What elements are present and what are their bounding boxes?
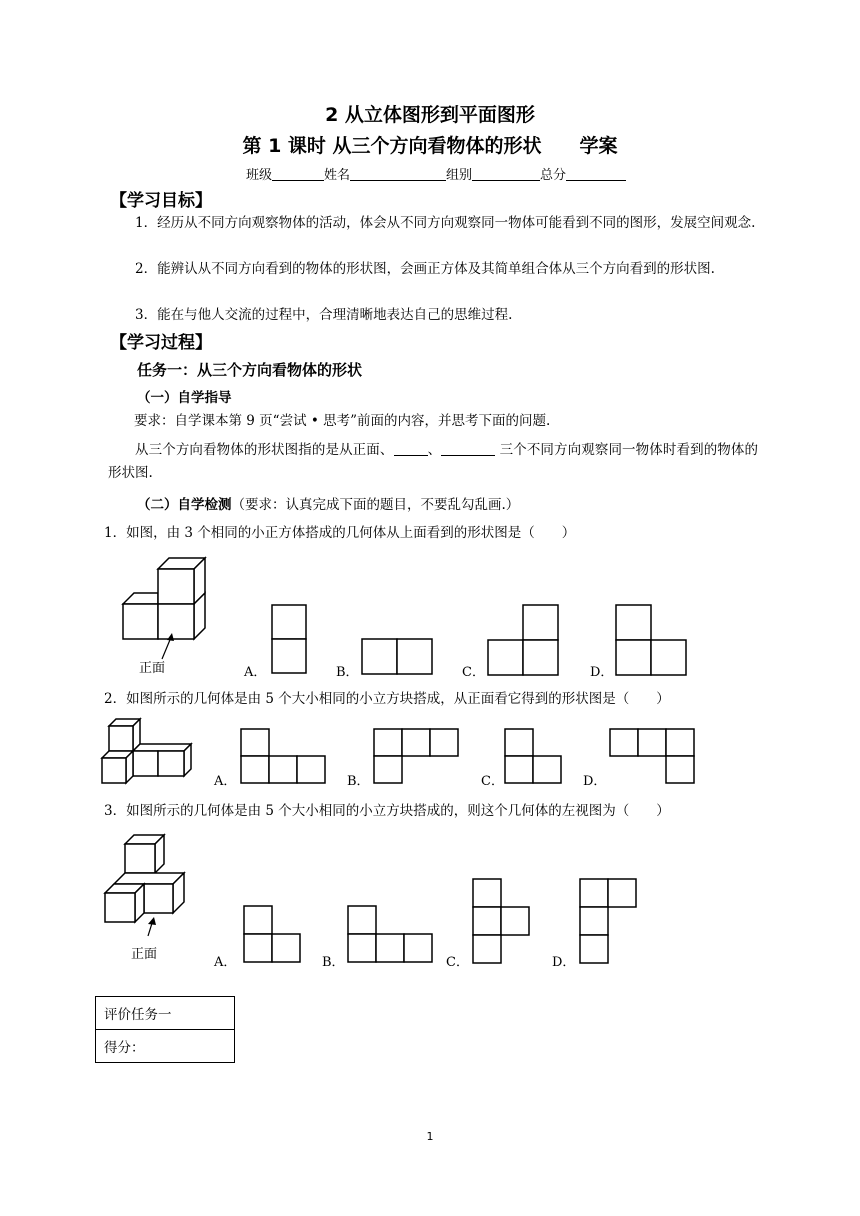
q2-option-a-label: A． [214, 774, 237, 789]
q1-option-b-figure[interactable] [360, 637, 434, 677]
q3-option-a-label: A． [214, 955, 237, 970]
q1-option-b-label: B． [336, 665, 359, 680]
question-3: 3．如图所示的几何体是由 5 个大小相同的小立方块搭成的，则这个几何体的左视图为（ ） [104, 803, 670, 819]
q3-option-d-label: D． [552, 955, 576, 970]
total-blank[interactable] [566, 167, 626, 181]
blank-1[interactable] [394, 442, 428, 456]
q2-option-b-figure[interactable] [372, 727, 460, 785]
q3-solid-figure [100, 832, 196, 960]
class-label: 班级 [246, 168, 273, 183]
guide-question-c: 三个不同方向观察同一物体时看到的物体的形状图. [108, 442, 759, 481]
test-heading: （二）自学检测 [137, 497, 232, 513]
q3-cubes [105, 835, 184, 922]
q1-option-c-figure[interactable] [486, 603, 560, 677]
evaluation-row [96, 997, 235, 1030]
guide-question [108, 439, 758, 485]
guide-heading: （一）自学指导 [137, 390, 232, 406]
q1-option-d-figure[interactable] [614, 603, 688, 677]
name-blank[interactable] [350, 167, 446, 181]
q2-option-d-label: D． [583, 774, 607, 789]
objective-2: 2．能辨认从不同方向看到的物体的形状图，会画正方体及其简单组合体从三个方向看到的形状图. [135, 261, 715, 277]
guide-question-b: 、 [427, 442, 442, 458]
q3-option-c-label: C． [446, 955, 469, 970]
q3-option-c-figure[interactable] [471, 877, 531, 965]
question-1: 1．如图，由 3 个相同的小正方体搭成的几何体从上面看到的形状图是（ ） [104, 525, 576, 541]
name-label: 姓名 [324, 168, 351, 183]
q3-option-a-figure[interactable] [242, 904, 302, 964]
doc-title-2-main: 第 1 课时 从三个方向看物体的形状 [242, 135, 542, 157]
guide-question-a: 从三个方向看物体的形状图指的是从正面、 [135, 442, 394, 458]
q1-cubes [123, 558, 205, 639]
q1-option-a-figure[interactable] [270, 603, 310, 677]
q3-option-b-label: B． [322, 955, 345, 970]
objective-1: 1．经历从不同方向观察物体的活动，体会从不同方向观察同一物体可能看到不同的图形，发展空间观念. [135, 215, 756, 231]
task-1-heading: 任务一：从三个方向看物体的形状 [137, 361, 363, 379]
process-heading: 【学习过程】 [110, 333, 212, 353]
doc-title-2-suffix: 学案 [579, 135, 618, 157]
q1-solid-figure [118, 555, 218, 675]
q1-option-a-label: A． [244, 665, 267, 680]
group-blank[interactable] [472, 167, 540, 181]
objective-3: 3．能在与他人交流的过程中，合理清晰地表达自己的思维过程. [135, 307, 513, 323]
q2-option-c-figure[interactable] [503, 727, 563, 785]
question-2: 2．如图所示的几何体是由 5 个大小相同的小立方块搭成，从正面看它得到的形状图是（ ） [104, 691, 670, 707]
guide-requirement: 要求：自学课本第 9 页“尝试 • 思考”前面的内容，并思考下面的问题. [134, 413, 551, 429]
q3-front-label: 正面 [131, 947, 158, 962]
evaluation-task-cell: 评价任务一 [96, 997, 235, 1030]
q2-option-b-label: B． [347, 774, 370, 789]
evaluation-table [95, 996, 235, 1063]
q2-option-a-figure[interactable] [239, 727, 327, 785]
page-number: 1 [426, 1130, 434, 1143]
q3-option-d-figure[interactable] [578, 877, 638, 965]
doc-title-2 [0, 131, 860, 158]
group-label: 组别 [446, 168, 473, 183]
student-info-line [246, 164, 626, 183]
evaluation-score-cell[interactable]: 得分： [96, 1030, 235, 1063]
q1-option-c-label: C． [462, 665, 485, 680]
class-blank[interactable] [272, 167, 324, 181]
evaluation-row [96, 1030, 235, 1063]
q2-option-c-label: C． [481, 774, 504, 789]
q3-option-b-figure[interactable] [346, 904, 434, 964]
total-label: 总分 [540, 168, 567, 183]
test-line [137, 494, 519, 517]
q1-option-d-label: D． [590, 665, 614, 680]
q2-cubes [102, 719, 191, 783]
blank-2[interactable] [441, 442, 495, 456]
test-requirement: （要求：认真完成下面的题目，不要乱勾乱画.） [231, 497, 520, 513]
objectives-heading: 【学习目标】 [110, 191, 212, 211]
q1-front-label: 正面 [139, 661, 166, 676]
q2-option-d-figure[interactable] [608, 727, 696, 785]
doc-title-1: 2 从立体图形到平面图形 [325, 104, 535, 126]
q2-solid-figure [100, 716, 196, 786]
